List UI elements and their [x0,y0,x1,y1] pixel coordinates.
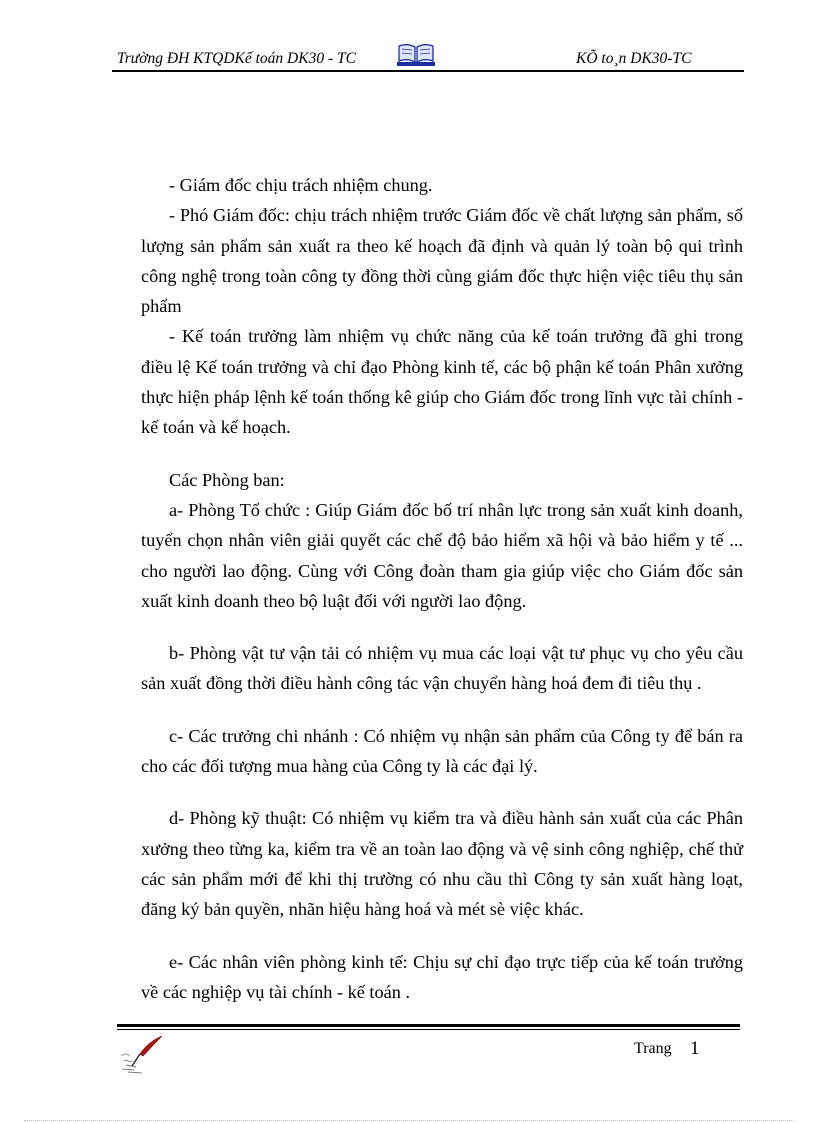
document-body [141,170,743,1007]
header-left-text: Trường ĐH KTQDKế toán DK30 - TC [117,50,356,67]
paragraph-pho-giam-doc: - Phó Giám đốc: chịu trách nhiệm trước Giám đốc về chất lượng sản phẩm, số lượng sản phẩm sản xuất ra theo kế hoạch đã định và quản lý toàn bộ qui trình công nghệ trong toàn công ty đồng thời cùng giám đốc thực hiện việc tiêu thụ sản phẩm [141,205,743,317]
header-rule [112,70,744,72]
paragraph-phong-to-chuc: a- Phòng Tổ chức : Giúp Giám đốc bố trí nhân lực trong sản xuất kinh doanh, tuyển chọn nhân viên giải quyết các chế độ bảo hiểm xã hội và bảo hiểm y tế ... cho người lao động. Cùng với Công đoàn tham gia giúp việc cho Giám đốc sản xuất kinh doanh theo bộ luật đối với người lao động. [141,499,743,611]
page-label: Trang [634,1040,672,1057]
footer-rule-thick [117,1024,740,1027]
paragraph-giam-doc: - Giám đốc chịu trách nhiệm chung. [169,175,433,195]
page-bottom-divider [24,1120,794,1121]
page-number: 1 [690,1038,700,1059]
paragraph-truong-chi-nhanh: c- Các trưởng chi nhánh : Có nhiệm vụ nhận sản phẩm của Công ty để bán ra cho các đối tượng mua hàng của Công ty là các đại lý. [141,725,743,777]
paragraph-ke-toan-truong: - Kế toán trưởng làm nhiệm vụ chức năng của kế toán trưởng đã ghi trong điều lệ Kế toán trưởng và chỉ đạo Phòng kinh tế, các bộ phận kế toán Phân xưởng thực hiện pháp lệnh kế toán thống kê giúp cho Giám đốc trong lĩnh vực tài chính - kế toán và kế hoạch. [141,326,743,438]
paragraph-phong-ky-thuat: d- Phòng kỹ thuật: Có nhiệm vụ kiểm tra và điều hành sản xuất của các Phân xưởng theo từng ka, kiểm tra về an toàn lao động và vệ sinh công nghiệp, chế thử các sản phẩm mới để khi thị trường có nhu cầu thì Công ty sản xuất hàng loạt, đăng ký bản quyền, nhãn hiệu hàng hoá và mét sè việc khác. [141,808,743,920]
paragraph-phong-vat-tu: b- Phòng vật tư vận tải có nhiệm vụ mua các loại vật tư phục vụ cho yêu cầu sản xuất đồng thời điều hành công tác vận chuyển hàng hoá đem đi tiêu thụ . [141,643,743,694]
footer-rule-thin [117,1029,740,1030]
paragraph-cac-phong-ban-heading: Các Phòng ban: [169,469,285,490]
header-right-text: KÕ to¸n DK30-TC [576,50,692,67]
paragraph-nhan-vien-kinh-te: e- Các nhân viên phòng kinh tế: Chịu sự chỉ đạo trực tiếp của kế toán trưởng về các nghiệp vụ tài chính - kế toán . [141,951,743,1002]
book-icon [396,41,436,67]
quill-pen-icon [118,1034,168,1076]
